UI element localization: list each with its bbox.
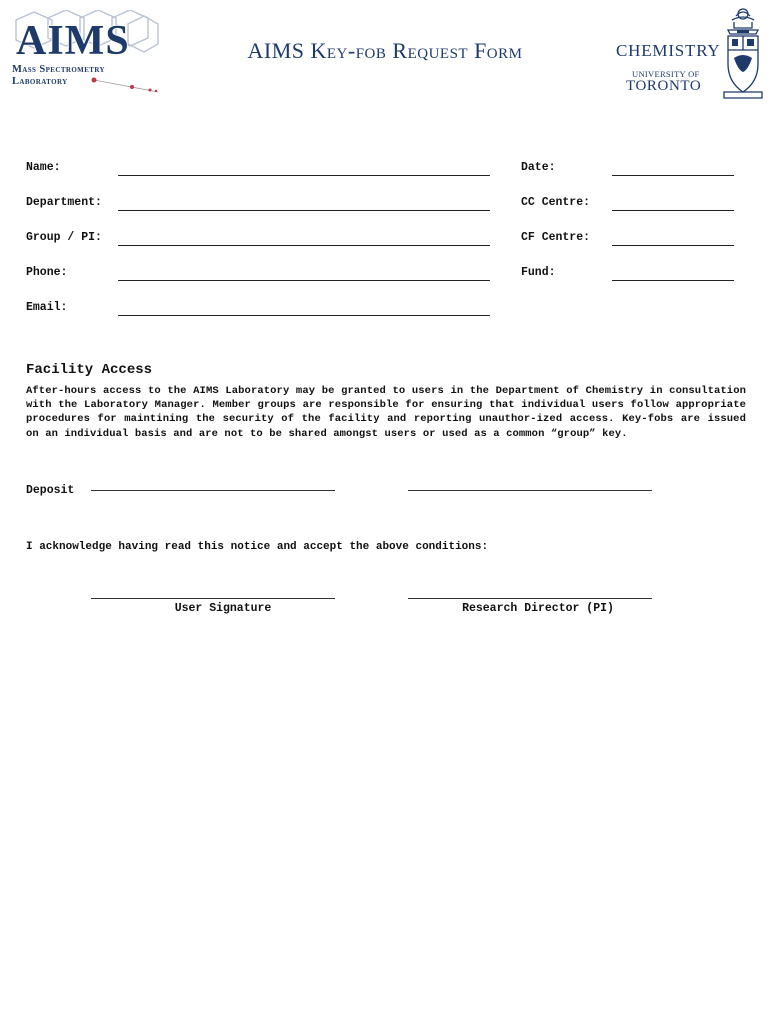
department-label: Department: — [26, 196, 102, 209]
deposit-label: Deposit — [26, 484, 75, 497]
email-field[interactable] — [118, 315, 490, 316]
name-label: Name: — [26, 161, 61, 174]
svg-text:AIMS: AIMS — [16, 18, 130, 64]
facility-access-heading: Facility Access — [26, 362, 153, 378]
director-signature-label: Research Director (PI) — [462, 602, 614, 615]
department-field[interactable] — [118, 210, 490, 211]
acknowledgement-text: I acknowledge having read this notice and accept the above conditions: — [26, 541, 489, 553]
chemistry-wordmark: CHEMISTRY — [616, 41, 721, 60]
phone-label: Phone: — [26, 266, 68, 279]
director-signature-line[interactable] — [408, 598, 652, 599]
university-crest-icon — [720, 6, 766, 100]
group-pi-field[interactable] — [118, 245, 490, 246]
user-signature-line[interactable] — [91, 598, 335, 599]
email-label: Email: — [26, 301, 68, 314]
name-field[interactable] — [118, 175, 490, 176]
university-of-label: UNIVERSITY OF — [632, 69, 700, 79]
cc-centre-field[interactable] — [612, 210, 734, 211]
cf-centre-label: CF Centre: — [521, 231, 591, 244]
toronto-label: TORONTO — [626, 78, 702, 94]
user-signature-label: User Signature — [174, 602, 272, 615]
page-title: AIMS Key-fob Request Form — [247, 38, 523, 63]
logo-subtitle-line-1: Mass Spectrometry — [12, 64, 105, 75]
fund-field[interactable] — [612, 280, 734, 281]
logo-subtitle-line-2: Laboratory — [12, 76, 68, 87]
deposit-field[interactable] — [91, 490, 335, 491]
cf-centre-field[interactable] — [612, 245, 734, 246]
logo-subtitle — [12, 64, 105, 88]
date-field[interactable] — [612, 175, 734, 176]
date-label: Date: — [521, 161, 556, 174]
facility-access-paragraph: After-hours access to the AIMS Laboratory may be granted to users in the Department of Chemistry in consultation with the Laboratory Manager. Member groups are responsible for ensuring that individual users follow appropriate procedures for maintining the security of the facility and reporting unauthor-ized access. Key-fobs are issued on an individual basis and are not to be shared amongst users or used as a common “group” key. — [26, 385, 746, 440]
deposit-second-field[interactable] — [408, 490, 652, 491]
cc-centre-label: CC Centre: — [521, 196, 591, 209]
group-pi-label: Group / PI: — [26, 231, 102, 244]
phone-field[interactable] — [118, 280, 490, 281]
fund-label: Fund: — [521, 266, 556, 279]
